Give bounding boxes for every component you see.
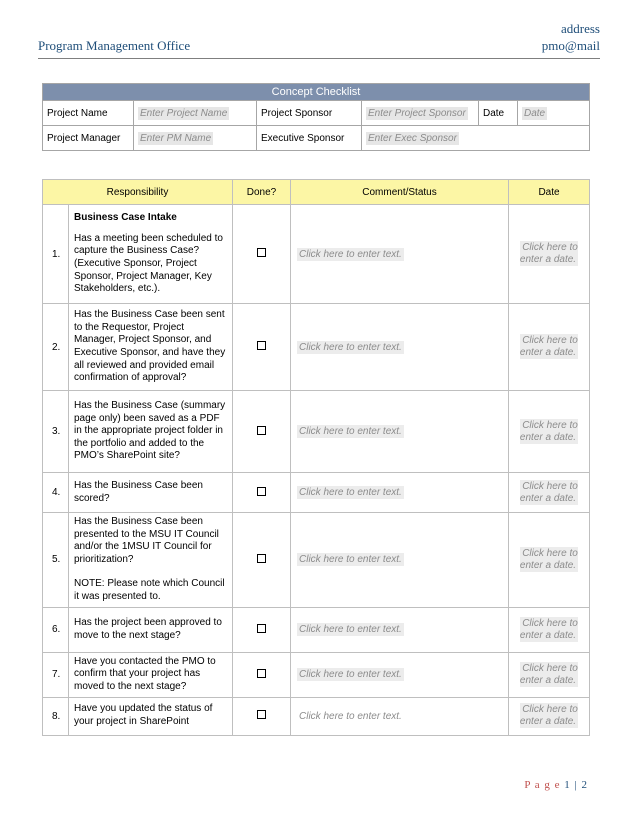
row-text: Has a meeting been scheduled to capture the Business Case? (Executive Sponsor, Project Sponsor, Project Manager, Key Stakeholders, etc.).	[74, 232, 223, 295]
row-number: 4.	[43, 473, 69, 513]
comment-field[interactable]: Click here to enter text.	[291, 304, 509, 391]
header-rule	[38, 58, 600, 59]
checkbox-icon[interactable]	[257, 341, 266, 350]
row-responsibility	[69, 391, 233, 473]
checkbox-icon[interactable]	[257, 487, 266, 496]
row-heading: Business Case Intake	[74, 212, 177, 224]
checkbox-icon[interactable]	[257, 426, 266, 435]
date-picker-field[interactable]: Click here to enter a date.	[509, 513, 590, 608]
date-label: Date	[479, 101, 518, 126]
done-checkbox-cell[interactable]	[233, 304, 291, 391]
comment-field[interactable]: Click here to enter text.	[291, 652, 509, 697]
done-checkbox-cell[interactable]	[233, 473, 291, 513]
done-checkbox-cell[interactable]	[233, 205, 291, 304]
row-text: Has the Business Case been sent to the Requestor, Project Manager, Project Sponsor, and Executive Sponsor, and have they all reviewed and provided email confirmation of approval?	[74, 309, 226, 384]
row-responsibility	[69, 652, 233, 697]
row-responsibility	[69, 607, 233, 652]
page-label: P a g e	[524, 779, 561, 791]
checklist-row	[43, 391, 590, 473]
checklist-row	[43, 513, 590, 608]
responsibility-table	[42, 179, 590, 736]
done-checkbox-cell[interactable]	[233, 652, 291, 697]
row-text: Has the Business Case (summary page only) been saved as a PDF in the appropriate project folder in the portfolio and added to the PMO’s SharePoint site?	[74, 400, 226, 462]
page-number: 1 | 2	[564, 779, 588, 791]
date-picker-field[interactable]: Click here to enter a date.	[509, 607, 590, 652]
comment-field[interactable]: Click here to enter text.	[291, 205, 509, 304]
row-note: NOTE: Please note which Council it was presented to.	[74, 578, 225, 602]
pm-label: Project Manager	[43, 126, 134, 151]
row-text: Has the project been approved to move to the next stage?	[74, 616, 222, 641]
checklist-row	[43, 652, 590, 697]
date-picker-field[interactable]: Click here to enter a date.	[509, 697, 590, 735]
office-name: Program Management Office	[38, 38, 191, 53]
row-text: Has the Business Case been presented to the MSU IT Council and/or the 1MSU IT Council for prioritization?	[74, 516, 219, 565]
checklist-row	[43, 697, 590, 735]
checklist-row	[43, 473, 590, 513]
row-text: Has the Business Case been scored?	[74, 479, 203, 504]
email: pmo@mail	[541, 38, 600, 53]
row-text: Have you contacted the PMO to confirm that your project has moved to the next stage?	[74, 655, 216, 692]
concept-title: Concept Checklist	[43, 84, 590, 101]
done-checkbox-cell[interactable]	[233, 391, 291, 473]
checklist-row	[43, 607, 590, 652]
date-picker-field[interactable]: Click here to enter a date.	[509, 304, 590, 391]
comment-field[interactable]: Click here to enter text.	[291, 513, 509, 608]
checkbox-icon[interactable]	[257, 624, 266, 633]
contact-block	[542, 20, 600, 54]
row-responsibility	[69, 513, 233, 608]
row-responsibility	[69, 697, 233, 735]
checkbox-icon[interactable]	[257, 669, 266, 678]
comment-field[interactable]: Click here to enter text.	[291, 697, 509, 735]
row-responsibility	[69, 473, 233, 513]
checklist-row	[43, 205, 590, 304]
row-number: 7.	[43, 652, 69, 697]
row-text: Have you updated the status of your project in SharePoint	[74, 703, 213, 728]
row-number: 6.	[43, 607, 69, 652]
project-name-label: Project Name	[43, 101, 134, 126]
row-number: 5.	[43, 513, 69, 608]
comment-field[interactable]: Click here to enter text.	[291, 607, 509, 652]
header-responsibility: Responsibility	[43, 180, 233, 205]
pm-field[interactable]: Enter PM Name	[134, 126, 257, 151]
checkbox-icon[interactable]	[257, 710, 266, 719]
row-responsibility	[69, 304, 233, 391]
project-sponsor-label: Project Sponsor	[257, 101, 362, 126]
exec-sponsor-field[interactable]: Enter Exec Sponsor	[362, 126, 590, 151]
done-checkbox-cell[interactable]	[233, 513, 291, 608]
date-picker-field[interactable]: Click here to enter a date.	[509, 652, 590, 697]
row-number: 8.	[43, 697, 69, 735]
date-field[interactable]: Date	[518, 101, 590, 126]
done-checkbox-cell[interactable]	[233, 607, 291, 652]
row-responsibility	[69, 205, 233, 304]
project-sponsor-field[interactable]: Enter Project Sponsor	[362, 101, 479, 126]
row-number: 2.	[43, 304, 69, 391]
date-picker-field[interactable]: Click here to enter a date.	[509, 205, 590, 304]
header-done: Done?	[233, 180, 291, 205]
checkbox-icon[interactable]	[257, 554, 266, 563]
comment-field[interactable]: Click here to enter text.	[291, 391, 509, 473]
address: address	[561, 21, 600, 36]
row-number: 1.	[43, 205, 69, 304]
header-date: Date	[509, 180, 590, 205]
exec-sponsor-label: Executive Sponsor	[257, 126, 362, 151]
project-name-field[interactable]: Enter Project Name	[134, 101, 257, 126]
header-comment: Comment/Status	[291, 180, 509, 205]
concept-checklist-table	[42, 83, 590, 151]
checkbox-icon[interactable]	[257, 248, 266, 257]
done-checkbox-cell[interactable]	[233, 697, 291, 735]
page-footer	[524, 779, 588, 791]
checklist-row	[43, 304, 590, 391]
date-picker-field[interactable]: Click here to enter a date.	[509, 391, 590, 473]
date-picker-field[interactable]: Click here to enter a date.	[509, 473, 590, 513]
comment-field[interactable]: Click here to enter text.	[291, 473, 509, 513]
row-number: 3.	[43, 391, 69, 473]
